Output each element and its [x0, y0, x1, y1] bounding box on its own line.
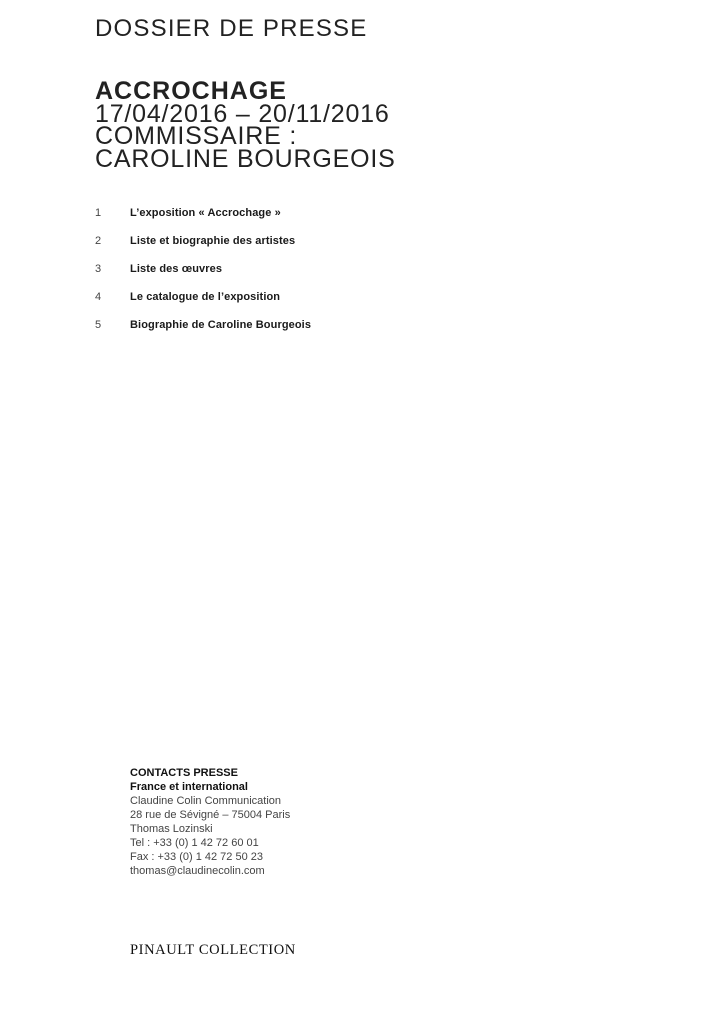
toc-item-label[interactable]: Biographie de Caroline Bourgeois [130, 319, 312, 331]
contacts-subtitle: France et international [130, 781, 248, 793]
toc-item[interactable] [95, 227, 311, 255]
toc-item-number: 3 [95, 263, 102, 275]
title-block [95, 77, 396, 173]
contact-agency: Claudine Colin Communication [130, 795, 282, 807]
document-heading: DOSSIER DE PRESSE [95, 15, 368, 42]
exhibition-title: ACCROCHAGE [95, 77, 287, 105]
pinault-collection-logo: PINAULT COLLECTION [130, 942, 296, 958]
contacts-title: CONTACTS PRESSE [130, 767, 238, 779]
contact-phone: Tel : +33 (0) 1 42 72 60 01 [130, 837, 259, 849]
contact-fax: Fax : +33 (0) 1 42 72 50 23 [130, 851, 264, 863]
curator-name: CAROLINE BOURGEOIS [95, 144, 396, 173]
toc-item[interactable] [95, 283, 311, 311]
toc-item-number: 2 [95, 235, 102, 247]
contact-email-link[interactable]: thomas@claudinecolin.com [130, 865, 265, 877]
toc-item-number: 1 [95, 207, 102, 219]
toc-item-label[interactable]: L’exposition « Accrochage » [130, 207, 281, 219]
curator-label: COMMISSAIRE : [95, 122, 298, 150]
toc-item[interactable] [95, 311, 311, 339]
toc-item-label[interactable]: Liste et biographie des artistes [130, 235, 296, 247]
toc-item-label[interactable]: Liste des œuvres [130, 263, 223, 275]
exhibition-dates: 17/04/2016 – 20/11/2016 [95, 99, 390, 128]
toc-item[interactable] [95, 199, 311, 227]
table-of-contents [95, 199, 311, 339]
toc-item-number: 4 [95, 291, 102, 303]
contact-person: Thomas Lozinski [130, 823, 213, 835]
press-contacts [130, 766, 290, 878]
toc-item[interactable] [95, 255, 311, 283]
toc-item-number: 5 [95, 319, 102, 331]
toc-item-label[interactable]: Le catalogue de l’exposition [130, 291, 281, 303]
contact-address: 28 rue de Sévigné – 75004 Paris [130, 809, 291, 821]
